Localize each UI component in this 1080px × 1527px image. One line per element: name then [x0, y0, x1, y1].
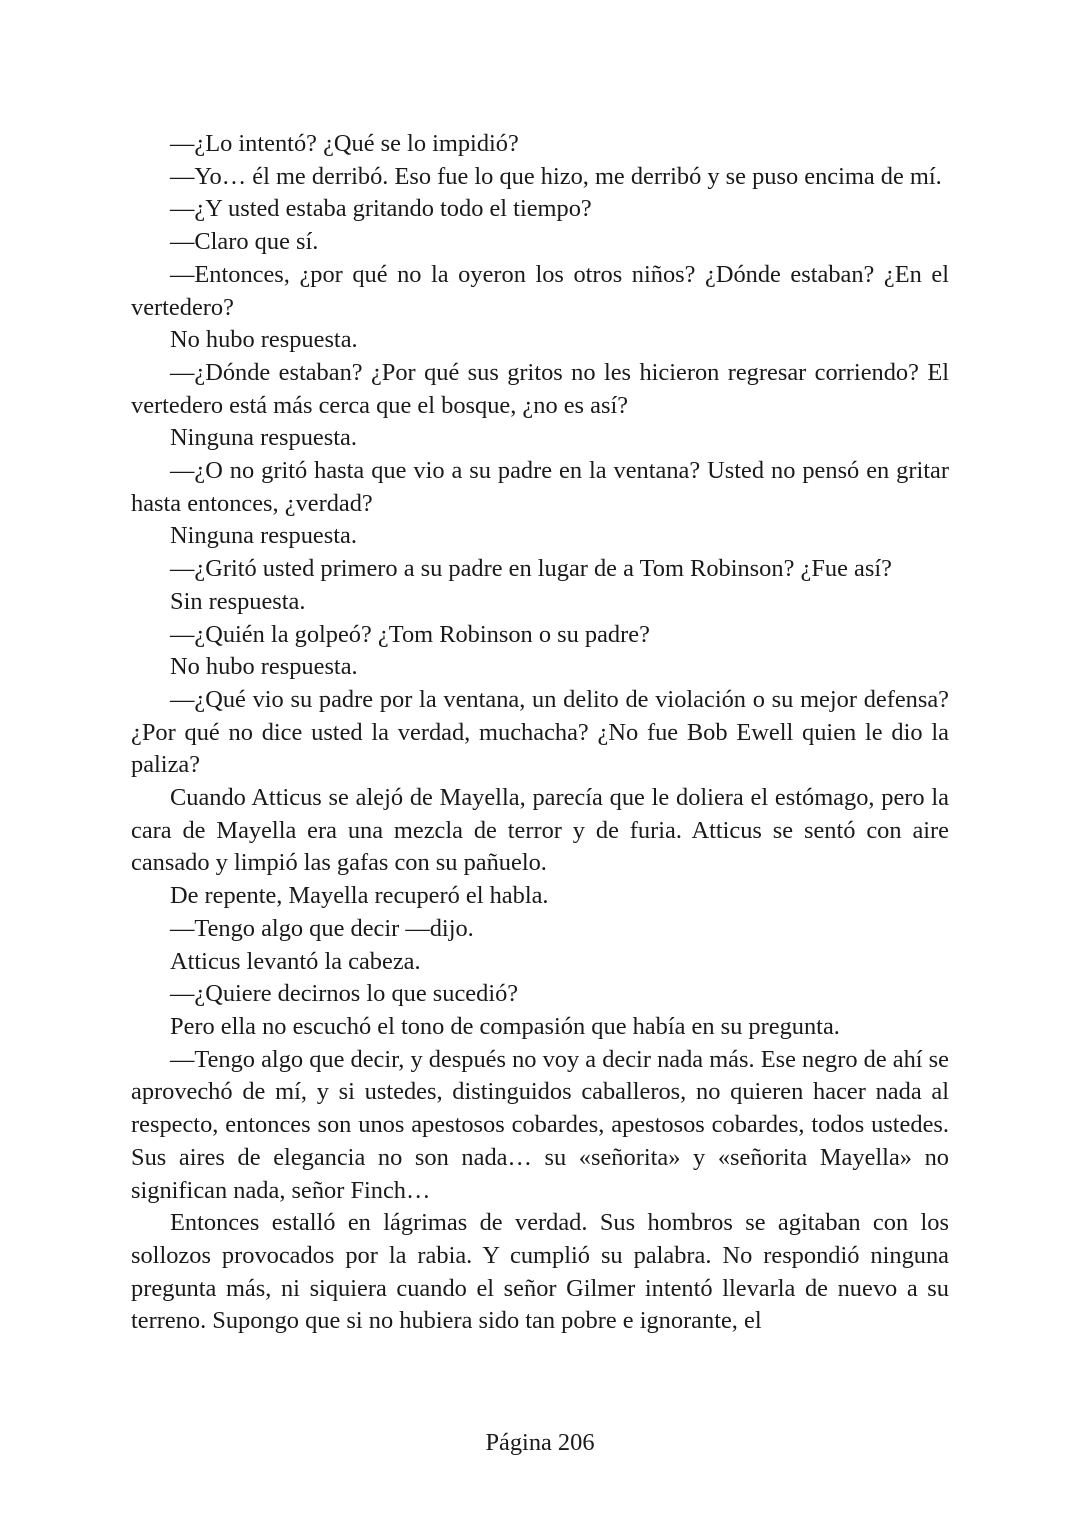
paragraph: —¿Dónde estaban? ¿Por qué sus gritos no les hicieron regresar corriendo? El vertedero está más cerca que el bosque, ¿no es así?: [131, 358, 949, 419]
paragraph: —Entonces, ¿por qué no la oyeron los otros niños? ¿Dónde estaban? ¿En el vertedero?: [131, 260, 949, 321]
paragraph: —¿Y usted estaba gritando todo el tiempo?: [170, 195, 592, 223]
paragraph: Entonces estalló en lágrimas de verdad. Sus hombros se agitaban con los sollozos provocados por la rabia. Y cumplió su palabra. No respondió ninguna pregunta más, ni siquiera cuando el señor Gilmer intentó llevarla de nuevo a su terreno. Supongo que si no hubiera sido tan pobre e ignorante, el: [131, 1209, 949, 1335]
paragraph: No hubo respuesta.: [170, 326, 358, 354]
page-number: Página 206: [485, 1429, 595, 1456]
paragraph: —¿Quiere decirnos lo que sucedió?: [170, 980, 519, 1008]
paragraph: —Tengo algo que decir, y después no voy a decir nada más. Ese negro de ahí se aprovechó de mí, y si ustedes, distinguidos caballeros, no quieren hacer nada al respecto, entonces son unos apestosos cobardes, apestosos cobardes, todos ustedes. Sus aires de elegancia no son nada… su «señorita» y «señorita Mayella» no significan nada, señor Finch…: [131, 1045, 949, 1204]
paragraph: —Tengo algo que decir —dijo.: [170, 914, 474, 942]
paragraph: —Claro que sí.: [170, 228, 319, 256]
paragraph: —¿Lo intentó? ¿Qué se lo impidió?: [170, 130, 519, 157]
paragraph: Ninguna respuesta.: [170, 522, 357, 550]
paragraph: Cuando Atticus se alejó de Mayella, parecía que le doliera el estómago, pero la cara de Mayella era una mezcla de terror y de furia. Atticus se sentó con aire cansado y limpió las gafas con su pañuelo.: [131, 784, 949, 877]
paragraph: Pero ella no escuchó el tono de compasión que había en su pregunta.: [170, 1012, 840, 1040]
paragraph: No hubo respuesta.: [170, 653, 358, 681]
paragraph: Atticus levantó la cabeza.: [170, 947, 421, 975]
page-body: [131, 128, 949, 1338]
paragraph: —Yo… él me derribó. Eso fue lo que hizo, me derribó y se puso encima de mí.: [170, 162, 942, 190]
paragraph: De repente, Mayella recuperó el habla.: [170, 882, 549, 910]
paragraph: —¿Gritó usted primero a su padre en lugar de a Tom Robinson? ¿Fue así?: [170, 555, 892, 583]
paragraph: Ninguna respuesta.: [170, 424, 357, 452]
paragraph: —¿O no gritó hasta que vio a su padre en la ventana? Usted no pensó en gritar hasta entonces, ¿verdad?: [131, 457, 949, 517]
paragraph: —¿Qué vio su padre por la ventana, un delito de violación o su mejor defensa? ¿Por qué no dice usted la verdad, muchacha? ¿No fue Bob Ewell quien le dio la paliza?: [131, 685, 949, 779]
paragraph: Sin respuesta.: [170, 587, 306, 615]
paragraph: —¿Quién la golpeó? ¿Tom Robinson o su padre?: [170, 620, 650, 648]
